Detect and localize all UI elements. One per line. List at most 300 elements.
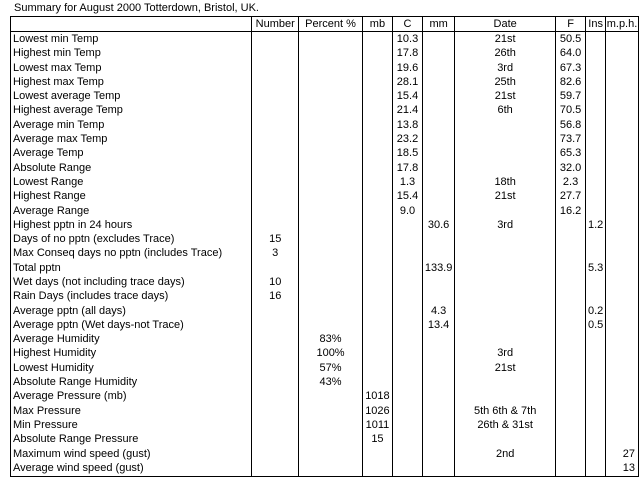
cell-percent (299, 318, 362, 332)
cell-label: Absolute Range (11, 161, 252, 175)
cell-percent (299, 290, 362, 304)
cell-label: Highest Humidity (11, 347, 252, 361)
cell-number (251, 433, 298, 447)
cell-number (251, 175, 298, 189)
cell-label: Average wind speed (gust) (11, 461, 252, 476)
table-row (11, 147, 639, 161)
cell-mm (422, 75, 455, 89)
cell-label: Wet days (not including trace days) (11, 275, 252, 289)
cell-date (455, 261, 555, 275)
cell-mph (606, 304, 639, 318)
cell-mb: 15 (362, 433, 393, 447)
cell-date: 25th (455, 75, 555, 89)
cell-c (393, 433, 423, 447)
cell-mb (362, 75, 393, 89)
cell-mb (362, 175, 393, 189)
cell-c: 18.5 (393, 147, 423, 161)
cell-mm (422, 433, 455, 447)
cell-percent (299, 32, 362, 47)
table-row (11, 32, 639, 47)
cell-mm (422, 47, 455, 61)
cell-c (393, 232, 423, 246)
cell-c: 17.8 (393, 161, 423, 175)
cell-ins: 5.3 (586, 261, 606, 275)
cell-mb (362, 232, 393, 246)
header-number: Number (251, 17, 298, 32)
cell-label: Average Pressure (mb) (11, 390, 252, 404)
cell-f (555, 433, 585, 447)
cell-mph (606, 47, 639, 61)
cell-number: 16 (251, 290, 298, 304)
cell-number (251, 132, 298, 146)
cell-c (393, 404, 423, 418)
cell-percent (299, 89, 362, 103)
cell-c: 23.2 (393, 132, 423, 146)
cell-label: Max Pressure (11, 404, 252, 418)
cell-f (555, 218, 585, 232)
cell-c: 1.3 (393, 175, 423, 189)
cell-number (251, 404, 298, 418)
cell-f (555, 261, 585, 275)
cell-f (555, 418, 585, 432)
cell-date (455, 304, 555, 318)
cell-ins (586, 361, 606, 375)
table-row (11, 404, 639, 418)
cell-ins (586, 132, 606, 146)
table-row (11, 361, 639, 375)
cell-number (251, 118, 298, 132)
cell-mm (422, 89, 455, 103)
cell-date (455, 290, 555, 304)
cell-mm (422, 132, 455, 146)
cell-mm (422, 461, 455, 476)
cell-percent (299, 404, 362, 418)
cell-f (555, 318, 585, 332)
cell-label: Rain Days (includes trace days) (11, 290, 252, 304)
cell-mb: 1018 (362, 390, 393, 404)
cell-mm (422, 361, 455, 375)
cell-number: 15 (251, 232, 298, 246)
cell-mph (606, 190, 639, 204)
cell-number (251, 447, 298, 461)
cell-f (555, 375, 585, 389)
cell-date: 3rd (455, 61, 555, 75)
cell-ins (586, 190, 606, 204)
cell-mm (422, 390, 455, 404)
cell-f: 56.8 (555, 118, 585, 132)
cell-label: Lowest min Temp (11, 32, 252, 47)
page-title: Summary for August 2000 Totterdown, Bristol, UK. (14, 2, 259, 14)
table-row (11, 418, 639, 432)
cell-number (251, 461, 298, 476)
cell-mm (422, 247, 455, 261)
cell-date: 26th & 31st (455, 418, 555, 432)
cell-number (251, 32, 298, 47)
cell-date (455, 204, 555, 218)
cell-mph (606, 147, 639, 161)
cell-number (251, 318, 298, 332)
cell-mm (422, 147, 455, 161)
cell-mb (362, 333, 393, 347)
cell-mph (606, 232, 639, 246)
cell-ins (586, 333, 606, 347)
cell-mm: 4.3 (422, 304, 455, 318)
cell-percent (299, 47, 362, 61)
cell-mph: 27 (606, 447, 639, 461)
cell-ins (586, 375, 606, 389)
cell-f: 16.2 (555, 204, 585, 218)
cell-number (251, 89, 298, 103)
cell-date (455, 147, 555, 161)
cell-mm (422, 204, 455, 218)
cell-f: 64.0 (555, 47, 585, 61)
cell-mph (606, 290, 639, 304)
table-row (11, 218, 639, 232)
table-row (11, 61, 639, 75)
cell-number (251, 375, 298, 389)
table-row (11, 375, 639, 389)
cell-percent: 57% (299, 361, 362, 375)
cell-number (251, 147, 298, 161)
table-row (11, 333, 639, 347)
table-row (11, 275, 639, 289)
header-row (11, 17, 639, 32)
cell-mb (362, 261, 393, 275)
cell-percent: 83% (299, 333, 362, 347)
cell-mm (422, 104, 455, 118)
cell-f: 67.3 (555, 61, 585, 75)
cell-ins (586, 89, 606, 103)
cell-label: Average pptn (all days) (11, 304, 252, 318)
cell-mb (362, 47, 393, 61)
cell-number (251, 190, 298, 204)
table-row (11, 433, 639, 447)
cell-c: 19.6 (393, 61, 423, 75)
cell-date (455, 161, 555, 175)
header-mph: m.p.h. (606, 17, 639, 32)
cell-percent (299, 247, 362, 261)
header-mm: mm (422, 17, 455, 32)
cell-f: 70.5 (555, 104, 585, 118)
table-row (11, 118, 639, 132)
cell-percent (299, 190, 362, 204)
cell-c: 13.8 (393, 118, 423, 132)
cell-label: Total pptn (11, 261, 252, 275)
cell-label: Average min Temp (11, 118, 252, 132)
cell-mm (422, 404, 455, 418)
table-row (11, 232, 639, 246)
cell-mm (422, 61, 455, 75)
cell-c (393, 447, 423, 461)
cell-mph (606, 61, 639, 75)
cell-label: Average Range (11, 204, 252, 218)
cell-f (555, 290, 585, 304)
cell-number: 10 (251, 275, 298, 289)
cell-mph (606, 75, 639, 89)
cell-number (251, 204, 298, 218)
cell-c: 15.4 (393, 190, 423, 204)
cell-mb (362, 247, 393, 261)
cell-c (393, 304, 423, 318)
cell-f: 27.7 (555, 190, 585, 204)
cell-percent (299, 61, 362, 75)
cell-mph (606, 218, 639, 232)
cell-mm: 13.4 (422, 318, 455, 332)
cell-ins (586, 390, 606, 404)
cell-ins (586, 204, 606, 218)
cell-mm (422, 447, 455, 461)
cell-number (251, 390, 298, 404)
cell-mb (362, 375, 393, 389)
cell-date (455, 275, 555, 289)
cell-mm (422, 347, 455, 361)
table-row (11, 447, 639, 461)
cell-number (251, 333, 298, 347)
header-percent: Percent % (299, 17, 362, 32)
cell-label: Highest pptn in 24 hours (11, 218, 252, 232)
cell-label: Highest max Temp (11, 75, 252, 89)
cell-percent (299, 75, 362, 89)
cell-mm (422, 290, 455, 304)
cell-c: 21.4 (393, 104, 423, 118)
cell-date: 21st (455, 190, 555, 204)
cell-label: Lowest Range (11, 175, 252, 189)
cell-mb (362, 304, 393, 318)
cell-percent (299, 147, 362, 161)
cell-mm (422, 190, 455, 204)
table-row (11, 318, 639, 332)
cell-label: Lowest average Temp (11, 89, 252, 103)
cell-percent (299, 304, 362, 318)
cell-f (555, 390, 585, 404)
cell-number (251, 361, 298, 375)
cell-f: 59.7 (555, 89, 585, 103)
cell-percent (299, 132, 362, 146)
cell-f (555, 232, 585, 246)
cell-f: 73.7 (555, 132, 585, 146)
cell-percent (299, 275, 362, 289)
table-row (11, 190, 639, 204)
cell-mph (606, 375, 639, 389)
cell-date (455, 118, 555, 132)
cell-mb (362, 89, 393, 103)
cell-mph (606, 433, 639, 447)
cell-c (393, 275, 423, 289)
cell-mph (606, 161, 639, 175)
cell-ins (586, 347, 606, 361)
cell-c (393, 290, 423, 304)
cell-label: Absolute Range Pressure (11, 433, 252, 447)
header-mb: mb (362, 17, 393, 32)
cell-percent (299, 104, 362, 118)
cell-mb: 1011 (362, 418, 393, 432)
cell-mb (362, 147, 393, 161)
cell-ins (586, 404, 606, 418)
table-row (11, 261, 639, 275)
cell-percent (299, 433, 362, 447)
cell-date (455, 461, 555, 476)
cell-mb (362, 132, 393, 146)
cell-f (555, 447, 585, 461)
cell-mb (362, 318, 393, 332)
cell-mph (606, 361, 639, 375)
cell-mb (362, 218, 393, 232)
cell-mph (606, 318, 639, 332)
cell-mm: 30.6 (422, 218, 455, 232)
cell-mm (422, 275, 455, 289)
cell-c (393, 461, 423, 476)
cell-c (393, 390, 423, 404)
cell-label: Average pptn (Wet days-not Trace) (11, 318, 252, 332)
cell-percent (299, 161, 362, 175)
cell-c (393, 347, 423, 361)
cell-date (455, 232, 555, 246)
cell-f (555, 361, 585, 375)
cell-percent (299, 461, 362, 476)
cell-f: 32.0 (555, 161, 585, 175)
cell-c (393, 218, 423, 232)
cell-mph (606, 275, 639, 289)
cell-f (555, 275, 585, 289)
cell-label: Highest average Temp (11, 104, 252, 118)
table-row (11, 75, 639, 89)
cell-number (251, 61, 298, 75)
cell-mph (606, 247, 639, 261)
table-row (11, 290, 639, 304)
table-row (11, 204, 639, 218)
cell-f (555, 461, 585, 476)
cell-mb (362, 32, 393, 47)
table-row (11, 390, 639, 404)
cell-mph (606, 32, 639, 47)
cell-label: Absolute Range Humidity (11, 375, 252, 389)
cell-date: 26th (455, 47, 555, 61)
cell-mph (606, 175, 639, 189)
cell-label: Lowest Humidity (11, 361, 252, 375)
cell-date: 3rd (455, 218, 555, 232)
cell-label: Min Pressure (11, 418, 252, 432)
header-c: C (393, 17, 423, 32)
cell-ins: 1.2 (586, 218, 606, 232)
cell-date: 21st (455, 361, 555, 375)
table-row (11, 461, 639, 476)
cell-label: Average Humidity (11, 333, 252, 347)
cell-c (393, 247, 423, 261)
cell-percent (299, 447, 362, 461)
cell-c: 15.4 (393, 89, 423, 103)
cell-date: 3rd (455, 347, 555, 361)
cell-mph (606, 261, 639, 275)
cell-number (251, 261, 298, 275)
cell-date (455, 333, 555, 347)
cell-label: Lowest max Temp (11, 61, 252, 75)
cell-date: 6th (455, 104, 555, 118)
table-row (11, 161, 639, 175)
table-row (11, 247, 639, 261)
table-row (11, 304, 639, 318)
cell-ins (586, 461, 606, 476)
cell-mph (606, 118, 639, 132)
table-row (11, 347, 639, 361)
header-date: Date (455, 17, 555, 32)
cell-number (251, 218, 298, 232)
cell-ins (586, 447, 606, 461)
cell-ins (586, 290, 606, 304)
header-ins: Ins (586, 17, 606, 32)
cell-number (251, 47, 298, 61)
cell-mph (606, 404, 639, 418)
cell-ins (586, 275, 606, 289)
cell-mb (362, 190, 393, 204)
cell-ins (586, 118, 606, 132)
cell-date (455, 390, 555, 404)
table-row (11, 47, 639, 61)
cell-ins (586, 147, 606, 161)
cell-date: 5th 6th & 7th (455, 404, 555, 418)
cell-label: Average Temp (11, 147, 252, 161)
cell-f (555, 333, 585, 347)
cell-ins: 0.2 (586, 304, 606, 318)
cell-mb (362, 61, 393, 75)
cell-f: 65.3 (555, 147, 585, 161)
cell-mm: 133.9 (422, 261, 455, 275)
cell-mm (422, 333, 455, 347)
cell-c (393, 418, 423, 432)
cell-c: 10.3 (393, 32, 423, 47)
cell-ins (586, 175, 606, 189)
cell-f: 2.3 (555, 175, 585, 189)
cell-c: 9.0 (393, 204, 423, 218)
cell-label: Highest min Temp (11, 47, 252, 61)
cell-f (555, 347, 585, 361)
cell-ins (586, 433, 606, 447)
cell-ins (586, 32, 606, 47)
cell-ins (586, 75, 606, 89)
cell-mb (362, 347, 393, 361)
cell-date (455, 318, 555, 332)
cell-mb (362, 118, 393, 132)
cell-percent (299, 261, 362, 275)
cell-mm (422, 118, 455, 132)
cell-f (555, 304, 585, 318)
header-item (11, 17, 252, 32)
cell-mm (422, 375, 455, 389)
cell-percent: 43% (299, 375, 362, 389)
cell-date (455, 433, 555, 447)
cell-date: 18th (455, 175, 555, 189)
cell-ins (586, 47, 606, 61)
cell-c (393, 361, 423, 375)
cell-c (393, 333, 423, 347)
cell-percent (299, 232, 362, 246)
cell-label: Average max Temp (11, 132, 252, 146)
cell-date (455, 375, 555, 389)
cell-label: Highest Range (11, 190, 252, 204)
cell-percent (299, 418, 362, 432)
cell-ins (586, 418, 606, 432)
cell-ins: 0.5 (586, 318, 606, 332)
cell-date (455, 132, 555, 146)
cell-number (251, 104, 298, 118)
cell-number: 3 (251, 247, 298, 261)
cell-ins (586, 61, 606, 75)
cell-mb (362, 290, 393, 304)
summary-table (10, 16, 639, 477)
cell-date (455, 247, 555, 261)
cell-percent (299, 218, 362, 232)
cell-label: Maximum wind speed (gust) (11, 447, 252, 461)
cell-mb (362, 104, 393, 118)
